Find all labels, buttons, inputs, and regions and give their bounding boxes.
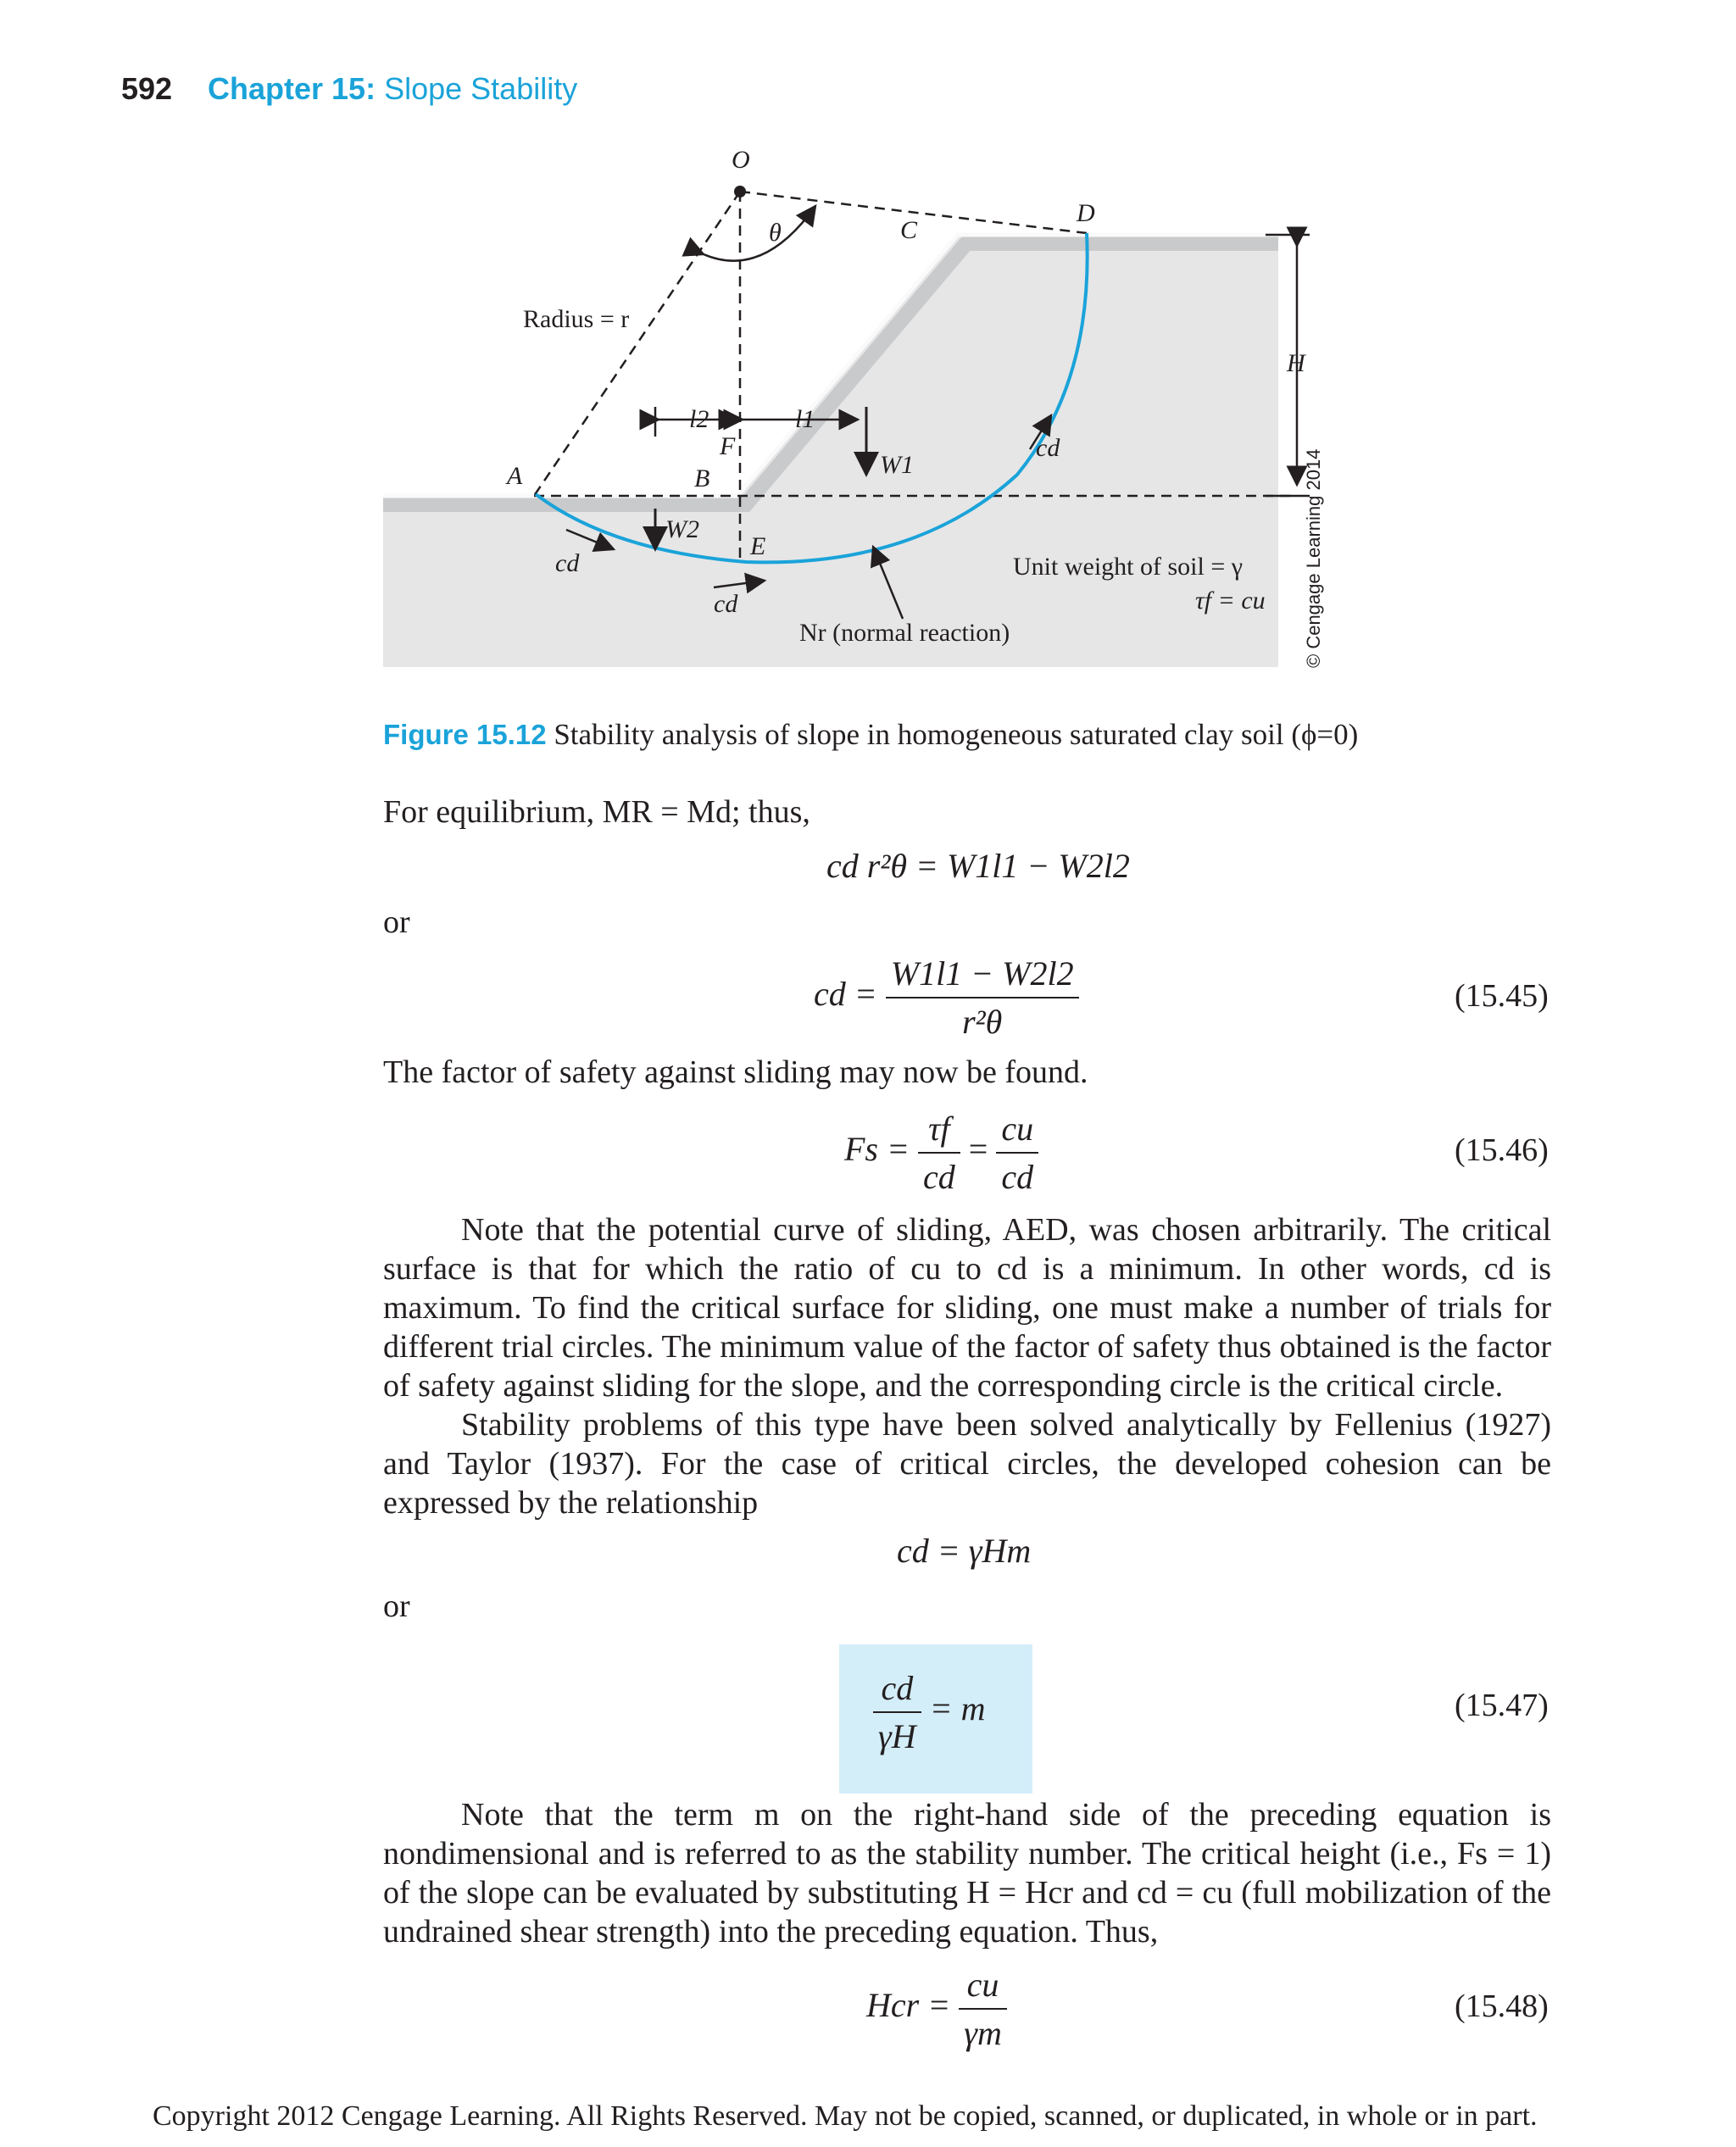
equation-number-15-46: (15.46): [1455, 1132, 1549, 1168]
or-2: or: [383, 1588, 410, 1624]
caption-text: Stability analysis of slope in homogeneous saturated clay soil (ϕ=0): [554, 718, 1359, 751]
chapter-title: Slope Stability: [384, 71, 578, 106]
equation-cd-gamma: cd = γHm: [897, 1532, 1032, 1570]
label-O: O: [732, 146, 750, 174]
equation-number-15-48: (15.48): [1455, 1988, 1549, 2024]
eq45-numerator: W1l1 − W2l2: [886, 954, 1079, 998]
label-cd-upper: cd: [1036, 434, 1060, 462]
figure-copyright-vertical: © Cengage Learning 2014: [1303, 448, 1324, 668]
eq46-num2: cu: [996, 1109, 1038, 1154]
equation-number-15-47: (15.47): [1455, 1688, 1549, 1723]
equation-15-48: [866, 1965, 1007, 2053]
figure-caption: [383, 718, 1358, 752]
eq46-lhs: Fs =: [844, 1130, 910, 1169]
eq48-numerator: cu: [959, 1965, 1007, 2010]
eq46-fraction-1: [918, 1109, 960, 1197]
eq47-numerator: cd: [873, 1668, 921, 1713]
label-l1: l1: [795, 405, 815, 433]
label-W2: W2: [665, 515, 699, 543]
label-D: D: [1077, 199, 1095, 227]
label-W1: W1: [880, 451, 914, 479]
label-tau-f: τf = cu: [1195, 587, 1266, 615]
fs-intro: The factor of safety against sliding may now be found.: [383, 1054, 1088, 1090]
label-cd-left: cd: [555, 549, 580, 577]
equation-15-47: [873, 1668, 986, 1756]
copyright-footer: Copyright 2012 Cengage Learning. All Rights Reserved. May not be copied, scanned, or duplicated, in whole or in part.: [153, 2100, 1538, 2132]
eq45-fraction: [886, 954, 1079, 1042]
label-A: A: [507, 462, 523, 490]
equilibrium-statement: For equilibrium, MR = Md; thus,: [383, 794, 810, 830]
label-l2: l2: [689, 405, 709, 433]
label-theta: θ: [769, 219, 782, 247]
label-E: E: [750, 532, 766, 560]
moment-equation: cd r²θ = W1l1 − W2l2: [826, 847, 1130, 885]
paragraph-stability-number: Note that the term m on the right-hand side of the preceding equation is nondimensional and is referred to as the stability number. The critical height (i.e., Fs = 1) of the slope can be evaluated by substituting H = Hcr and cd = cu (full mobilization of the undrained shear strength) into the preceding equation. Thus,: [383, 1797, 1551, 1950]
figure-15-12: [0, 0, 1736, 695]
eq47-fraction: [873, 1668, 921, 1756]
eq48-denominator: γm: [964, 2014, 1002, 2052]
label-H: H: [1287, 349, 1305, 377]
label-C: C: [900, 216, 918, 244]
eq47-rhs: = m: [929, 1689, 986, 1728]
eq45-lhs: cd =: [814, 975, 877, 1014]
eq46-num1: τf: [918, 1109, 960, 1154]
eq48-lhs: Hcr =: [866, 1986, 951, 2025]
label-unit-weight: Unit weight of soil = γ: [1013, 553, 1243, 581]
figure-label: Figure 15.12: [383, 719, 547, 750]
chapter-label: Chapter 15:: [208, 71, 376, 106]
paragraph-critical-surface: Note that the potential curve of sliding, AED, was chosen arbitrarily. The critical surface is that for which the ratio of cu to cd is a minimum. In other words, cd is maximum. To find the critical surface for sliding, one must make a number of trials for different trial circles. The minimum value of the factor of safety thus obtained is the factor of safety against sliding for the slope, and the corresponding circle is the critical circle.: [383, 1212, 1551, 1404]
eq48-fraction: [959, 1965, 1007, 2053]
label-radius: Radius = r: [523, 305, 630, 333]
soil-body: [383, 235, 1278, 667]
eq46-equals: =: [968, 1130, 988, 1169]
label-normal-reaction: Nr (normal reaction): [799, 619, 1010, 647]
equation-15-46: [844, 1109, 1038, 1197]
eq46-den1: cd: [923, 1158, 955, 1196]
label-B: B: [694, 464, 710, 492]
label-cd-bottom: cd: [714, 590, 738, 618]
label-F: F: [720, 432, 736, 460]
eq46-den2: cd: [1001, 1158, 1034, 1196]
page-number: 592: [121, 71, 173, 106]
center-point-O: [734, 186, 746, 197]
theta-arc: [704, 206, 815, 261]
eq45-denominator: r²θ: [962, 1003, 1003, 1041]
paragraph-fellenius-taylor: Stability problems of this type have been solved analytically by Fellenius (1927) and Taylor (1937). For the case of critical circles, the developed cohesion can be expressed by the relationship: [383, 1407, 1551, 1521]
or-1: or: [383, 904, 410, 940]
eq46-fraction-2: [996, 1109, 1038, 1197]
equation-number-15-45: (15.45): [1455, 978, 1549, 1014]
eq47-denominator: γH: [878, 1717, 916, 1755]
equation-15-45: [814, 954, 1079, 1042]
slope-diagram: [0, 0, 1736, 695]
